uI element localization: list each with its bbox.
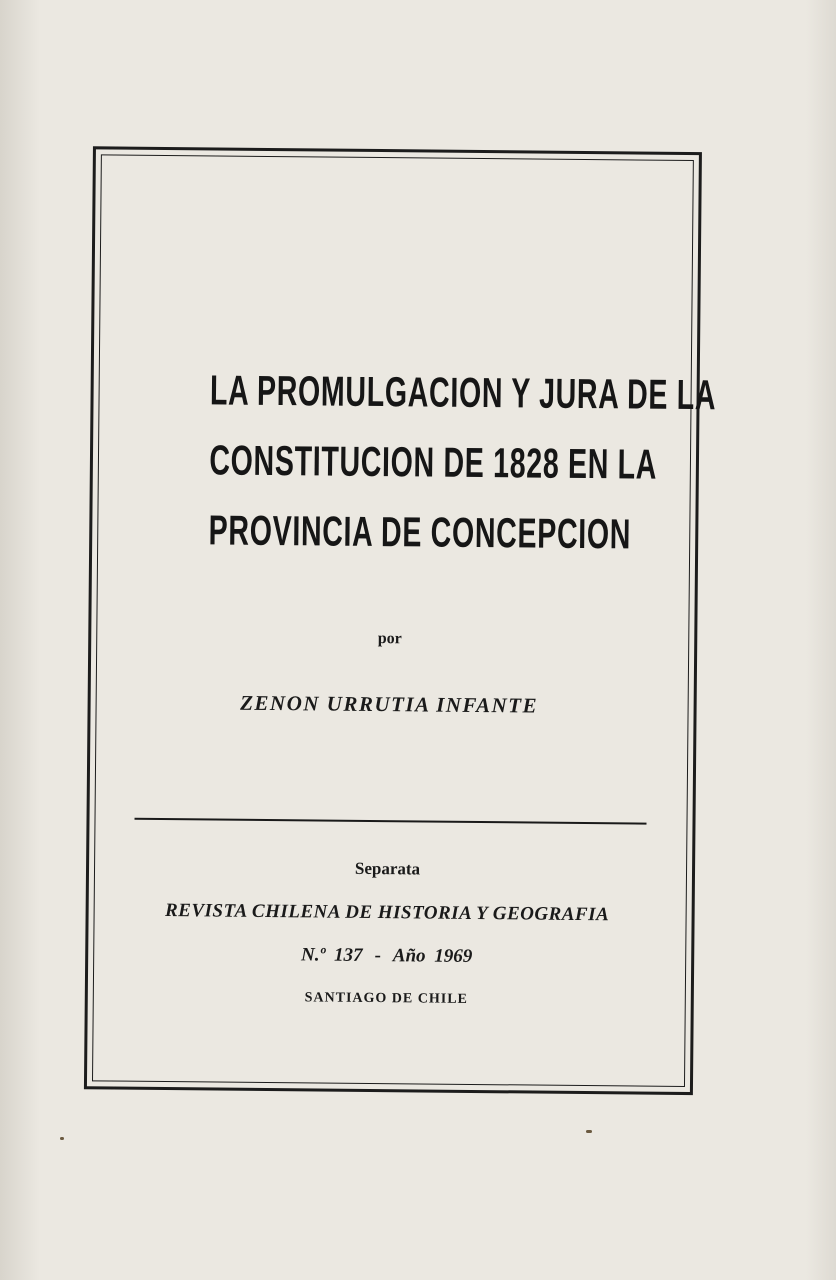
title-line-3: PROVINCIA DE CONCEPCION: [208, 506, 632, 558]
separata-label: Separata: [354, 858, 421, 879]
paper-speck: [60, 1137, 64, 1140]
author-name: ZENON URRUTIA INFANTE: [240, 690, 539, 718]
journal-name: REVISTA CHILENA DE HISTORIA Y GEOGRAFIA: [164, 900, 610, 926]
issue-year: Año 1969: [392, 945, 473, 967]
title-line-1: LA PROMULGACION Y JURA DE LA: [209, 366, 717, 419]
issue-separator: -: [374, 945, 381, 967]
double-border-frame: [84, 146, 717, 1095]
document-title: [208, 355, 717, 569]
issue-number: N.º 137: [300, 944, 363, 966]
title-line-2: CONSTITUCION DE 1828 EN LA: [209, 436, 658, 488]
paper-speck: [586, 1130, 592, 1133]
page-edge-shadow-right: [806, 0, 836, 1280]
publication-city: SANTIAGO DE CHILE: [304, 990, 468, 1007]
page-edge-shadow-left: [0, 0, 40, 1280]
byline-por: por: [377, 630, 402, 648]
